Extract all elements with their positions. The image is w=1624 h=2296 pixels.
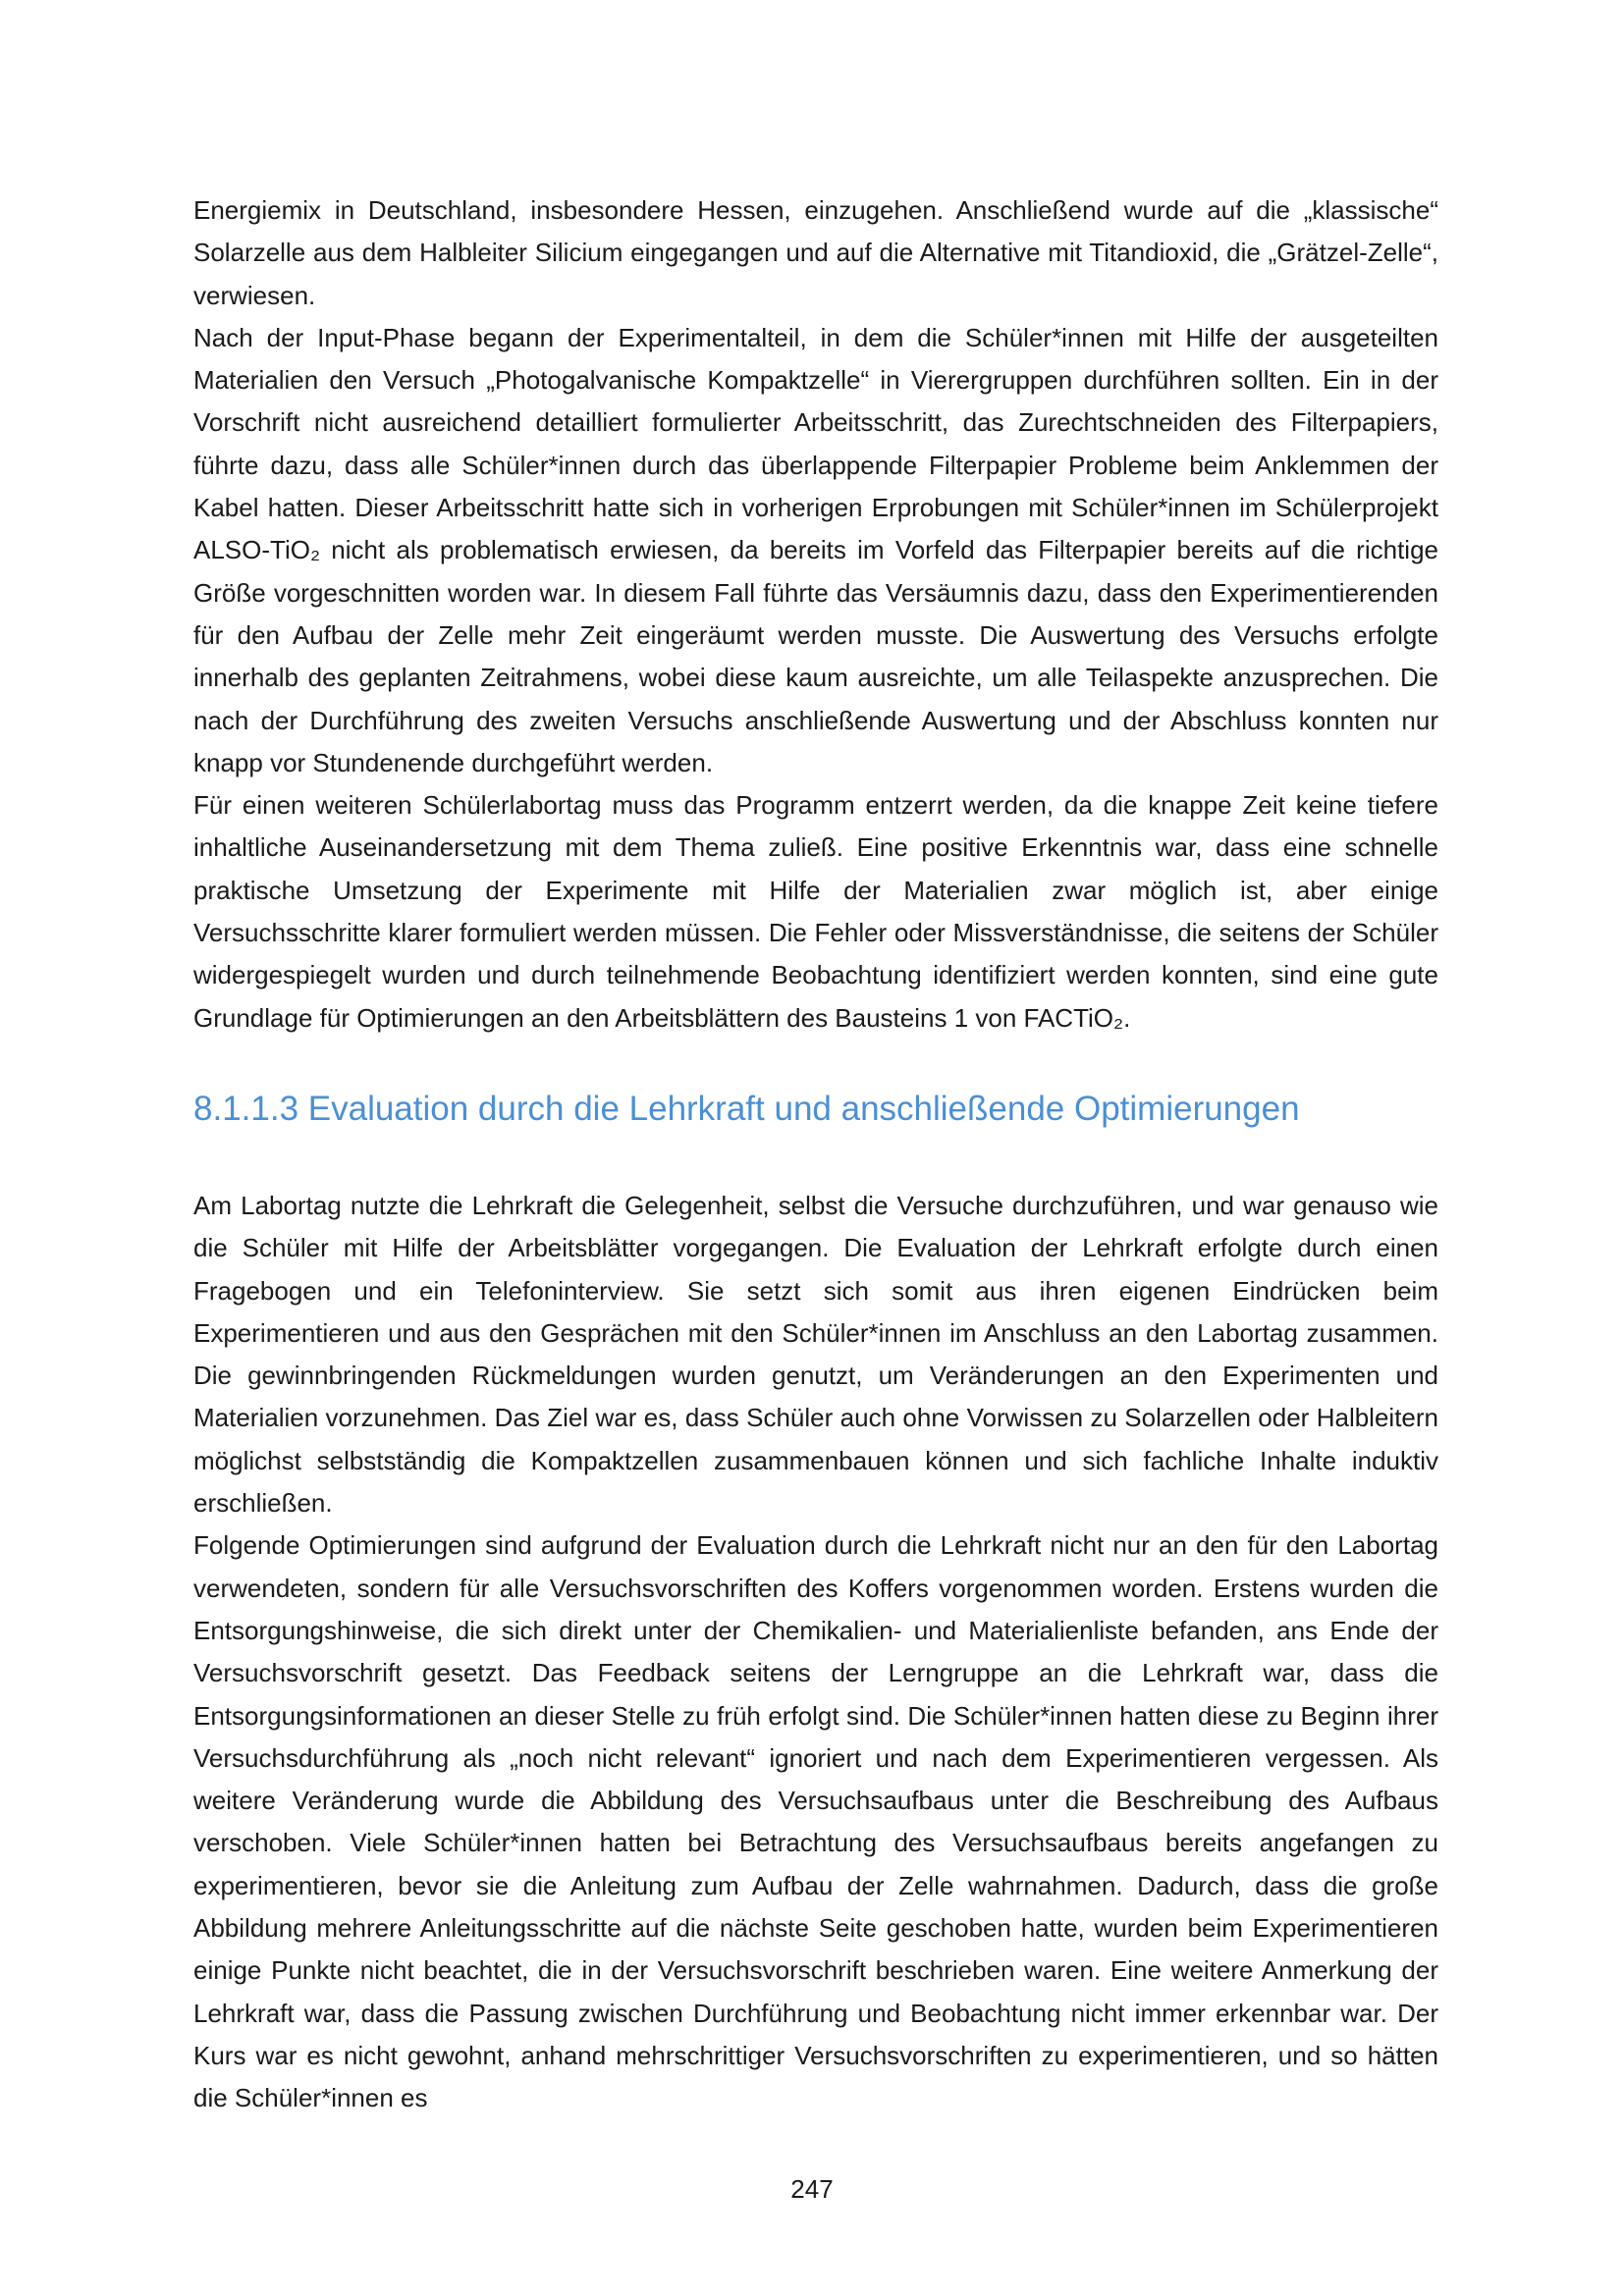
paragraph-optimierungen: Folgende Optimierungen sind aufgrund der Evaluation durch die Lehrkraft nicht nur an den für den Labortag verwendeten, sondern für alle Versuchsvorschriften des Koffers vorgenommen worden. Erstens wurden die Entsorgungshinweise, die sich direkt unter der Chemikalien- und Materialienliste befanden, ans Ende der Versuchsvorschrift gesetzt. Das Feedback seitens der Lerngruppe an die Lehrkraft war, dass die Entsorgungsinformationen an dieser Stelle zu früh erfolgt sind. Die Schüler*innen hatten diese zu Beginn ihrer Versuchsdurchführung als „noch nicht relevant“ ignoriert und nach dem Experimentieren vergessen. Als weitere Veränderung wurde die Abbildung des Versuchsaufbaus unter die Beschreibung des Aufbaus verschoben. Viele Schüler*innen hatten bei Betrachtung des Versuchsaufbaus bereits angefangen zu experimentieren, bevor sie die Anleitung zum Aufbau der Zelle wahrnahmen. Dadurch, dass die große Abbildung mehrere Anleitungsschritte auf die nächste Seite geschoben hatte, wurden beim Experimentieren einige Punkte nicht beachtet, die in der Versuchsvorschrift beschrieben waren. Eine weitere Anmerkung der Lehrkraft war, dass die Passung zwischen Durchführung und Beobachtung nicht immer erkennbar war. Der Kurs war es nicht gewohnt, anhand mehrschrittiger Versuchsvorschriften zu experimentieren, und so hätten die Schüler*innen es xyxy=(193,1530,1438,2113)
section-heading: 8.1.1.3 Evaluation durch die Lehrkraft und anschließende Optimierungen xyxy=(193,1089,1300,1128)
page-number: 247 xyxy=(790,2174,834,2204)
page-body xyxy=(193,189,1438,2119)
paragraph-experimentalteil: Nach der Input-Phase begann der Experimentalteil, in dem die Schüler*innen mit Hilfe der ausgeteilten Materialien den Versuch „Photogalvanische Kompaktzelle“ in Vierergruppen durchführen sollten. Ein in der Vorschrift nicht ausreichend detailliert formulierter Arbeitsschritt, das Zurechtschneiden des Filterpapiers, führte dazu, dass alle Schüler*innen durch das überlappende Filterpapier Probleme beim Anklemmen der Kabel hatten. Dieser Arbeitsschritt hatte sich in vorherigen Erprobungen mit Schüler*innen im Schülerprojekt ALSO-TiO₂ nicht als problematisch erwiesen, da bereits im Vorfeld das Filterpapier bereits auf die richtige Größe vorgeschnitten worden war. In diesem Fall führte das Versäumnis dazu, dass den Experimentierenden für den Aufbau der Zelle mehr Zeit eingeräumt werden musste. Die Auswertung des Versuchs erfolgte innerhalb des geplanten Zeitrahmens, wobei diese kaum ausreichte, um alle Teilaspekte anzusprechen. Die nach der Durchführung des zweiten Versuchs anschließende Auswertung und der Abschluss konnten nur knapp vor Stundenende durchgeführt werden. xyxy=(193,322,1438,777)
paragraph-energiemix: Energiemix in Deutschland, insbesondere Hessen, einzugehen. Anschließend wurde auf die „klassische“ Solarzelle aus dem Halbleiter Silicium eingegangen und auf die Alternative mit Titandioxid, die „Grätzel-Zelle“, verwiesen. xyxy=(193,195,1438,310)
paragraph-labortag-lehrkraft: Am Labortag nutzte die Lehrkraft die Gelegenheit, selbst die Versuche durchzuführen, und war genauso wie die Schüler mit Hilfe der Arbeitsblätter vorgegangen. Die Evaluation der Lehrkraft erfolgte durch einen Fragebogen und ein Telefoninterview. Sie setzt sich somit aus ihren eigenen Eindrücken beim Experimentieren und aus den Gesprächen mit den Schüler*innen im Anschluss an den Labortag zusammen. Die gewinnbringenden Rückmeldungen wurden genutzt, um Veränderungen an den Experimenten und Materialien vorzunehmen. Das Ziel war es, dass Schüler auch ohne Vorwissen zu Solarzellen oder Halbleitern möglichst selbstständig die Kompaktzellen zusammenbauen können und sich fachliche Inhalte induktiv erschließen. xyxy=(193,1190,1438,1519)
paragraph-schuelerlabortag: Für einen weiteren Schülerlabortag muss das Programm entzerrt werden, da die knappe Zeit keine tiefere inhaltliche Auseinandersetzung mit dem Thema zuließ. Eine positive Erkenntnis war, dass eine schnelle praktische Umsetzung der Experimente mit Hilfe der Materialien zwar möglich ist, aber einige Versuchsschritte klarer formuliert werden müssen. Die Fehler oder Missverständnisse, die seitens der Schüler widergespiegelt wurden und durch teilnehmende Beobachtung identifiziert werden konnten, sind eine gute Grundlage für Optimierungen an den Arbeitsblättern des Bausteins 1 von FACTiO₂. xyxy=(193,790,1438,1033)
